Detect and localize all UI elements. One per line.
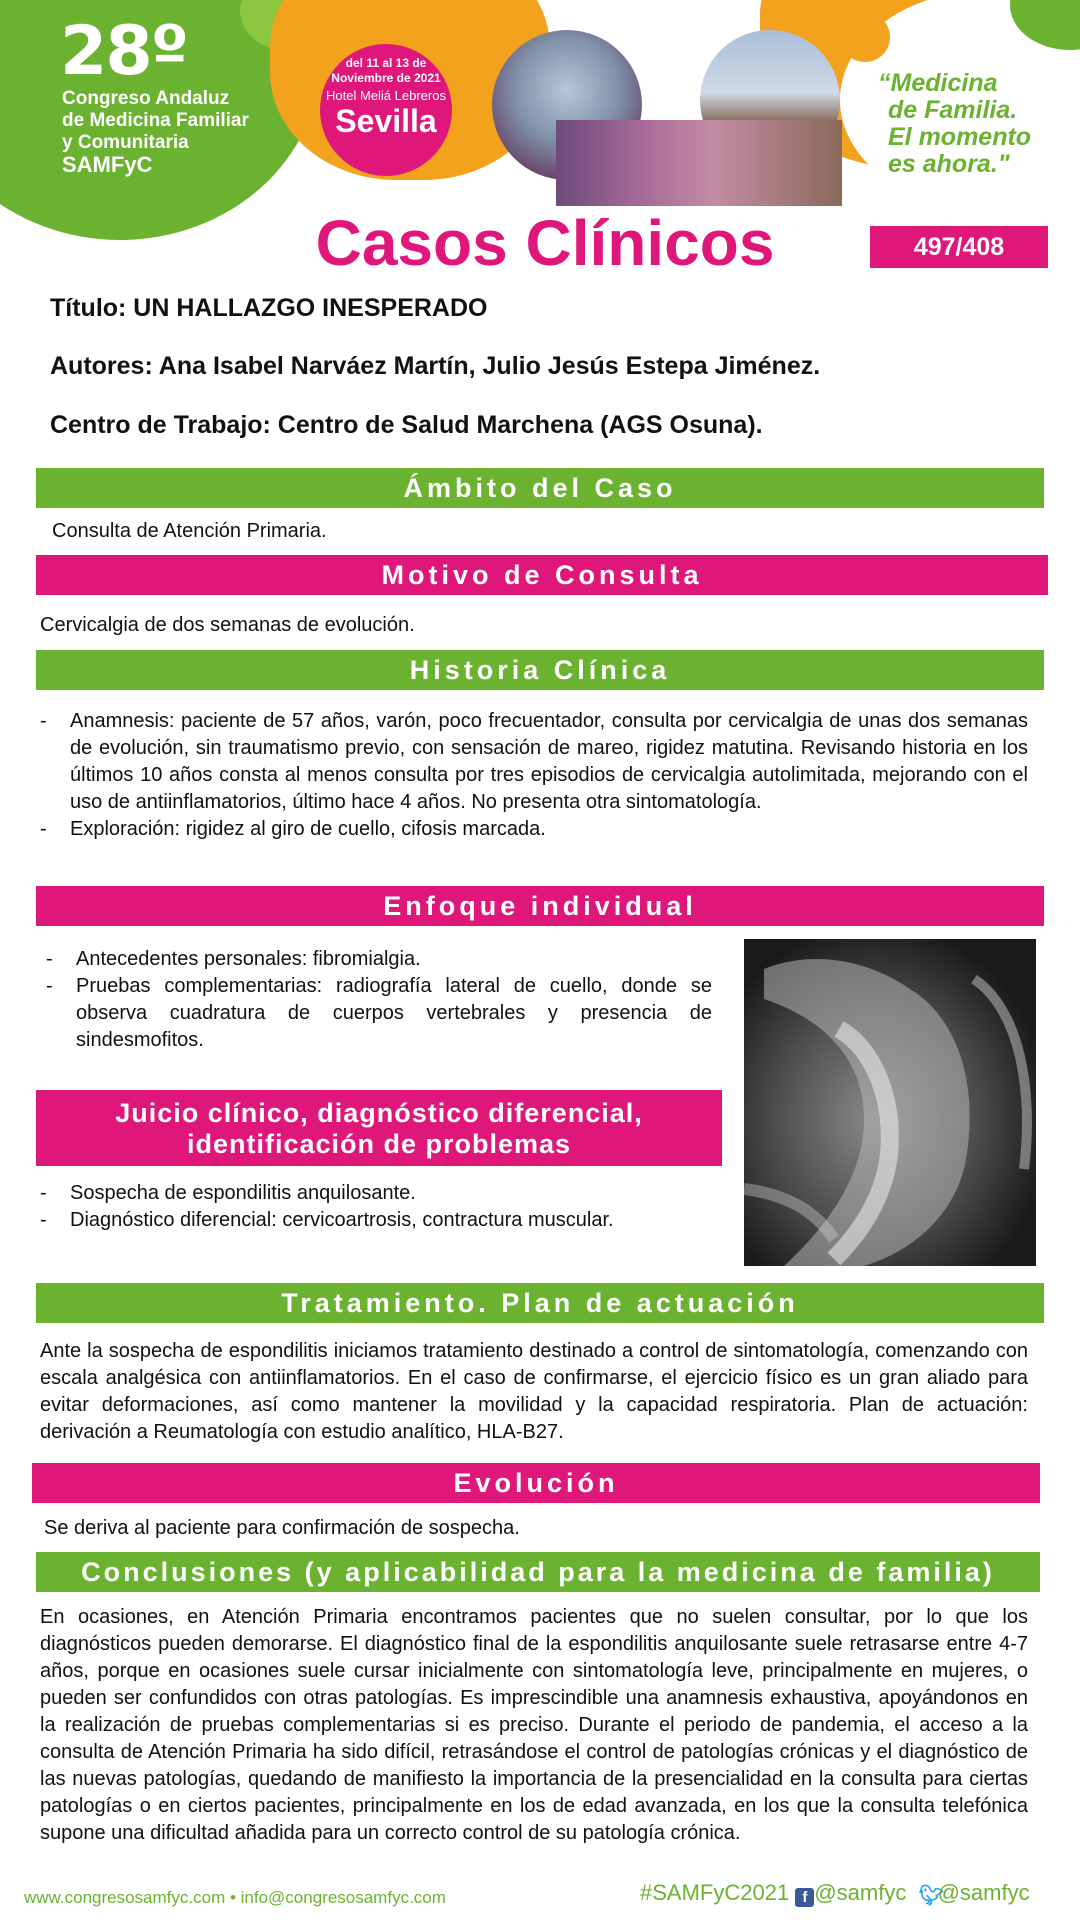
juicio-heading-line-1: Juicio clínico, diagnóstico diferencial, [115, 1098, 643, 1128]
congress-line-4: SAMFyC [62, 152, 153, 177]
city-photo [556, 120, 842, 206]
xray-illustration [744, 939, 1036, 1266]
list-item: - Anamnesis: paciente de 57 años, varón, poco frecuentador, consulta por cervicalgia de unas dos semanas de evolución, sin traumatismo previo, con sensación de mareo, rigidez matutina. Revisando historia en los últimos 10 años consta al menos consulta por tres episodios de cervicalgia autolimitada, mejorando con el uso de antiinflamatorios, último hace 4 años. No presenta otra sintomatología. [40, 708, 1028, 816]
enfoque-list [46, 946, 712, 1054]
cervical-xray-image [744, 939, 1036, 1266]
juicio-heading [36, 1090, 722, 1166]
motivo-heading: Motivo de Consulta [36, 555, 1048, 595]
venue: Hotel Meliá Lebreros [326, 88, 446, 103]
juicio-list [40, 1180, 730, 1234]
facebook-handle[interactable]: @samfyc [814, 1880, 907, 1905]
slogan-line-3: El momento [888, 123, 1032, 151]
list-item: - Pruebas complementarias: radiografía lateral de cuello, donde se observa cuadratura de cuerpos vertebrales y presencia de sindesmofitos. [46, 973, 712, 1054]
list-item: - Sospecha de espondilitis anquilosante. [40, 1180, 730, 1207]
historia-list [40, 708, 1028, 843]
twitter-icon[interactable]: 🐦︎ [918, 1885, 944, 1907]
evolucion-heading: Evolución [32, 1463, 1040, 1503]
slogan [878, 70, 1073, 178]
footer-social [640, 1880, 1030, 1907]
dates-line-1: del 11 al 13 de [345, 56, 427, 70]
enfoque-heading: Enfoque individual [36, 886, 1044, 926]
congress-line-1: Congreso Andaluz [62, 88, 230, 109]
orange-dot [840, 12, 890, 62]
juicio-heading-line-2: identificación de problemas [186, 1129, 572, 1159]
case-title: Título: UN HALLAZGO INESPERADO [50, 294, 488, 322]
slogan-line-4: es ahora." [888, 150, 1010, 178]
ambito-text: Consulta de Atención Primaria. [52, 520, 327, 542]
tratamiento-heading: Tratamiento. Plan de actuación [36, 1283, 1044, 1323]
conclusiones-text: En ocasiones, en Atención Primaria encontramos pacientes que no suelen consultar, por lo que los diagnósticos pueden demorarse. El diagnóstico final de la espondilitis anquilosante suele retrasarse entre 4-7 años, porque en ocasiones suele cursar inicialmente con sintomatología leve, principalmente en mujeres, o pueden ser confundidos con otras patologías. Es imprescindible una anamnesis exhaustiva, apoyándonos en la realización de pruebas complementarias si es preciso. Durante el periodo de pandemia, el acceso a la consulta de Atención Primaria ha sido difícil, retrasándose el control de patologías crónicas y el diagnóstico de las nuevas patologías, quedando de manifiesto la importancia de la presencialidad en la consulta para ciertas patologías o en ciertos pacientes, principalmente en los de edad avanzada, en los que la consulta telefónica supone una dificultad añadida para un correcto control de su patología crónica. [40, 1606, 1028, 1844]
list-item: - Diagnóstico diferencial: cervicoartrosis, contractura muscular. [40, 1207, 730, 1234]
facebook-icon[interactable]: f [795, 1888, 814, 1907]
footer-hashtag[interactable]: #SAMFyC2021 [640, 1880, 790, 1905]
case-authors: Autores: Ana Isabel Narváez Martín, Julio Jesús Estepa Jiménez. [50, 352, 821, 380]
slogan-line-1: “Medicina [878, 69, 998, 97]
date-badge [320, 44, 452, 176]
conclusiones-heading: Conclusiones (y aplicabilidad para la medicina de familia) [36, 1552, 1040, 1592]
congress-line-3: y Comunitaria [62, 132, 189, 153]
city: Sevilla [335, 103, 437, 139]
historia-heading: Historia Clínica [36, 650, 1044, 690]
footer-contact[interactable]: www.congresosamfyc.com • info@congresosamfyc.com [24, 1888, 446, 1907]
list-item: - Exploración: rigidez al giro de cuello, cifosis marcada. [40, 816, 1028, 843]
twitter-handle[interactable]: @samfyc [937, 1880, 1030, 1905]
case-workplace: Centro de Trabajo: Centro de Salud Marchena (AGS Osuna). [50, 411, 763, 439]
congress-line-2: de Medicina Familiar [62, 110, 249, 131]
congress-name [62, 88, 302, 176]
slogan-line-2: de Familia. [888, 96, 1018, 124]
list-item: - Antecedentes personales: fibromialgia. [46, 946, 712, 973]
case-code-badge: 497/408 [870, 226, 1048, 268]
evolucion-text: Se deriva al paciente para confirmación de sospecha. [44, 1517, 520, 1539]
page-title: Casos Clínicos [315, 207, 775, 279]
ambito-heading: Ámbito del Caso [36, 468, 1044, 508]
congress-number: 28º [60, 12, 187, 91]
motivo-text: Cervicalgia de dos semanas de evolución. [40, 614, 415, 636]
tratamiento-text: Ante la sospecha de espondilitis iniciamos tratamiento destinado a control de sintomatología, comenzando con escala analgésica con antiinflamatorios. En el caso de confirmarse, el ejercicio físico es un gran aliado para evitar deformaciones, así como mantener la movilidad y la capacidad respiratoria. Plan de actuación: derivación a Reumatología con estudio analítico, HLA-B27. [40, 1340, 1028, 1443]
dates-line-2: Noviembre de 2021 [331, 71, 441, 85]
